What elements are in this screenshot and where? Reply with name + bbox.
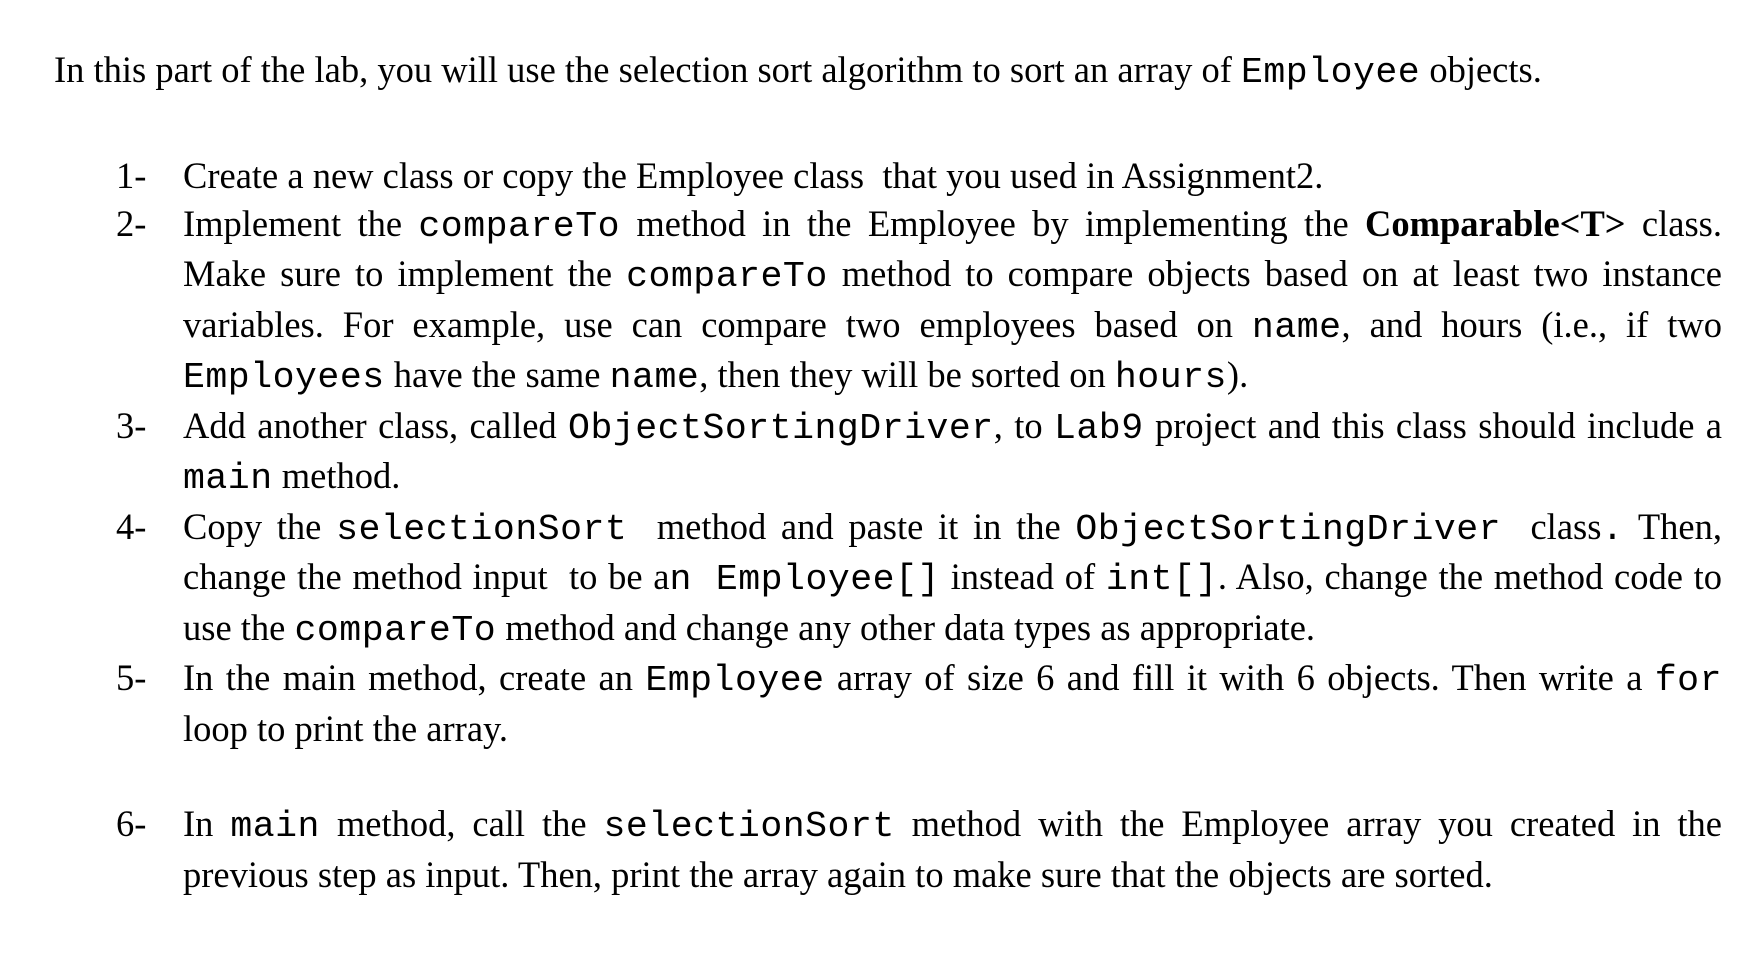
code-int-array: int[]: [1105, 559, 1218, 600]
code-objectsortingdriver: ObjectSortingDriver: [568, 407, 994, 449]
step-2-text: Implement the: [183, 202, 419, 244]
step-5-text: In the main method, create an: [183, 657, 646, 698]
step-number: 2-: [116, 202, 147, 244]
step-text: [183, 654, 1741, 752]
code-hours: hours: [1114, 357, 1227, 398]
code-name: name: [1251, 306, 1342, 348]
code-name: name: [609, 357, 700, 398]
step-4-text: . Also, change the method code to use the: [183, 556, 1722, 648]
steps-list: [116, 152, 1741, 898]
bold-comparable: Comparable<T>: [1364, 202, 1626, 244]
step-2-text: , then they will be sorted on: [699, 354, 1115, 395]
code-compareto: compareTo: [294, 609, 497, 651]
code-main: main: [183, 458, 273, 499]
intro-text: In this part of the lab, you will use the selection sort algorithm to sort an array of: [54, 48, 1241, 90]
code-employee-array: n Employee[]: [669, 559, 940, 600]
list-item-step-5: [116, 654, 1741, 752]
code-selectionsort: selectionSort: [603, 806, 895, 847]
step-number: 6-: [116, 803, 147, 844]
list-item-step-6: [116, 800, 1722, 898]
step-text: [183, 402, 1722, 503]
step-2-text: method to compare objects based on at least two instance variables. For example, use can compare two employees based on: [183, 253, 1722, 345]
step-text: [183, 503, 1732, 655]
step-2-text: class. Make sure to implement the: [183, 202, 1741, 294]
code-employee: Employee: [645, 660, 825, 701]
step-3-text: project and this class should include a: [1143, 404, 1722, 446]
step-3-text: Add another class, called: [183, 404, 569, 446]
list-item-step-2: [116, 200, 1741, 402]
step-4-text: method and paste it in the: [627, 505, 1076, 547]
step-4-text: Copy the: [183, 505, 337, 547]
list-item-step-1: [116, 152, 1722, 200]
code-compareto: compareTo: [418, 205, 621, 247]
code-for: for: [1654, 660, 1722, 701]
code-lab9: Lab9: [1054, 407, 1144, 449]
step-5-text: loop to print the array.: [183, 657, 1741, 749]
step-2-text: method in the Employee by implementing the: [620, 202, 1365, 244]
step-5-text: array of size 6 and fill it with 6 objects. Then write a: [824, 657, 1655, 698]
code-employees: Employees: [183, 357, 385, 398]
step-number: 5-: [116, 657, 147, 698]
intro-paragraph: [54, 47, 1722, 96]
step-2-text: have the same: [384, 354, 610, 395]
step-6-text: In: [183, 803, 231, 844]
step-3-text: , to: [993, 404, 1054, 446]
step-number: 4-: [116, 505, 147, 547]
code-period: .: [1601, 508, 1624, 550]
step-text: [183, 152, 1722, 200]
step-6-text: method with the Employee array you created in the previous step as input. Then, print the array again to make sure that the objects are sorted.: [183, 803, 1723, 895]
step-text: [183, 800, 1722, 898]
step-2-text: ).: [1226, 354, 1249, 395]
step-1-text: Create a new class or copy the Employee class that you used in Assignment2.: [183, 155, 1324, 196]
step-number: 1-: [116, 155, 147, 196]
step-4-text: instead of: [939, 556, 1106, 597]
step-3-text: method.: [272, 455, 401, 496]
code-selectionsort: selectionSort: [336, 508, 628, 550]
step-4-text: Then, change the method input to be a: [183, 505, 1732, 597]
intro-code-employee: Employee: [1240, 51, 1421, 93]
list-item-step-3: [116, 402, 1722, 503]
step-text: [183, 200, 1741, 402]
intro-text-end: objects.: [1420, 48, 1542, 90]
step-4-text: class: [1501, 505, 1602, 547]
step-2-text: , and hours (i.e., if two: [1341, 303, 1722, 345]
step-4-text: method and change any other data types as appropriate.: [496, 606, 1316, 648]
step-number: 3-: [116, 404, 147, 446]
code-main: main: [230, 806, 320, 847]
step-6-text: method, call the: [319, 803, 604, 844]
code-objectsortingdriver: ObjectSortingDriver: [1075, 508, 1502, 550]
list-item-step-4: [116, 503, 1732, 655]
code-compareto: compareTo: [626, 256, 828, 297]
